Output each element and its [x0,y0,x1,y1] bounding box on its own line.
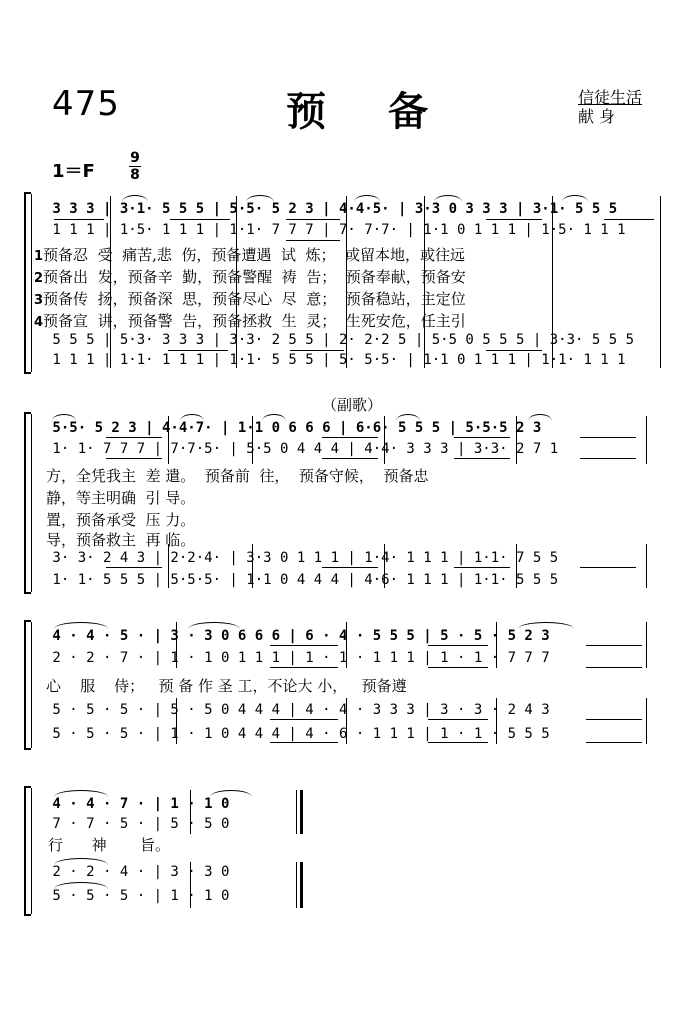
beam [486,350,542,351]
tenor-part: 5 5 5 | 5·3· 3 3 3 | 3·3· 2 5 5 | 2· 2·2 5 | 5·5 0 5 5 5 | 3·3· 5 5 5 [44,332,635,348]
verse-line [46,511,195,530]
barline [660,196,661,368]
beam [168,350,228,351]
barline [646,544,647,588]
tie [562,195,588,202]
verse-text: 置，预备承受 压 力。 [46,511,196,529]
system-brace [24,620,31,750]
beam [604,219,654,220]
beam [170,219,230,220]
tie [52,414,76,421]
tie [180,414,204,421]
beam [286,240,340,241]
source-credit [578,88,642,126]
bass-part: 5 · 5 · 5 · | 1 · 1 0 4 4 4 | 4 · 6 · 1 1 1 | 1 · 1 · 5 5 5 [44,726,550,742]
system-brace [24,192,31,374]
refrain-label: （副歌） [322,396,383,414]
beam [322,437,378,438]
time-signature [128,150,142,183]
verse-text: 行 神 旨。 [48,836,170,854]
bass-part: 1 1 1 | 1·1· 1 1 1 | 1·1· 5 5 5 | 5· 5·5· | 1·1 0 1 1 1 | 1·1· 1 1 1 [44,352,626,368]
verse-number: 4 [34,315,44,330]
verse-number: 1 [34,249,44,264]
beam [106,567,162,568]
key-signature: 1＝F [52,161,95,182]
verse-line [46,489,195,508]
tie [54,882,108,889]
alto-part: 1· 1· 7 7 7 | 7·7·5· | 5·5 0 4 4 4 | 4·4· 3 3 3 | 3·3· 2 7 1 [44,441,559,457]
verse-text: 预备忍 受 痛苦,悲 伤，预备遭遇 试 炼； 或留本地，或往远 [43,246,466,264]
beam [428,645,488,646]
source-theme: 献 身 [578,107,616,126]
verse-line [34,290,466,310]
verse-text: 预备出 发，预备辛 勤，预备警醒 祷 告； 预备奉献，预备安 [43,268,466,286]
beam [322,567,378,568]
tie [54,622,108,629]
tie [528,414,552,421]
verse-text: 预备传 扬，预备深 思，预备尽心 尽 意； 预备稳站，主定位 [43,290,466,308]
beam [270,645,338,646]
verse-line [46,677,407,696]
system-brace [24,412,31,594]
beam [270,742,338,743]
tie [54,790,108,797]
beam [586,645,642,646]
beam [106,437,162,438]
beam [586,667,642,668]
beam [586,742,642,743]
verse-line [46,531,195,550]
beam [428,719,488,720]
beam [270,719,338,720]
verse-text: 预备宣 讲，预备警 告，预备拯救 生 灵； 生死安危，任主引 [43,312,466,330]
time-signature-top: 9 [130,150,140,166]
beam [454,437,510,438]
bass-part: 1· 1· 5 5 5 | 5·5·5· | 1·1 0 4 4 4 | 4·6· 1 1 1 | 1·1· 5 5 5 [44,572,559,588]
soprano-part: 5·5· 5 2 3 | 4·4·7· | 1·1 0 6 6 6 | 6·6· 5 5 5 | 5·5·5 2 3 [44,420,542,436]
tie [434,195,462,202]
verse-number: 2 [34,271,44,286]
alto-part: 7 · 7 · 5 · | 5 · 5 0 [44,816,230,832]
verse-text: 导，预备救主 再 临。 [46,531,196,549]
beam [428,742,488,743]
bass-part: 5 · 5 · 5 · | 1 · 1 0 [44,888,230,904]
alto-part: 1 1 1 | 1·5· 1 1 1 | 1·1· 7 7 7 | 7· 7·7· | 1·1 0 1 1 1 | 1·5· 1 1 1 [44,222,626,238]
beam [106,458,162,459]
tie [518,622,574,629]
tenor-part: 3· 3· 2 4 3 | 2·2·4· | 3·3 0 1 1 1 | 1·4· 1 1 1 | 1·1· 7 5 5 [44,550,559,566]
soprano-part: 4 · 4 · 7 · | 1 · 1 0 [44,796,230,812]
time-signature-bottom: 8 [130,167,140,183]
beam [428,667,488,668]
alto-part: 2 · 2 · 7 · | 1 · 1 0 1 1 1 | 1 · 1 · 1 1 1 | 1 · 1 · 7 7 7 [44,650,550,666]
soprano-part: 3 3 3 | 3·1· 5 5 5 | 5·5· 5 2 3 | 4·4·5· | 3·3 0 3 3 3 | 3·1· 5 5 5 [44,201,618,217]
tie [246,195,274,202]
tie [354,195,380,202]
verse-line [34,268,466,288]
beam [486,219,542,220]
verse-text: 方，全凭我主 差 遣。 预备前 往， 预备守候， 预备忠 [46,467,429,485]
beam [454,567,510,568]
tie [210,790,252,797]
tenor-part: 5 · 5 · 5 · | 5 · 5 0 4 4 4 | 4 · 4 · 3 3 3 | 3 · 3 · 2 4 3 [44,702,550,718]
beam [580,437,636,438]
tenor-part: 2 · 2 · 4 · | 3 · 3 0 [44,864,230,880]
tie [54,858,108,865]
verse-text: 心 服 侍； 预 备 作 圣 工，不论大 小， 预备遵 [46,677,407,695]
beam [454,458,510,459]
barline [646,622,647,668]
system-brace [24,786,31,916]
verse-text: 静，等主明确 引 导。 [46,489,196,507]
hymn-title: 预备 [286,88,490,135]
beam [286,219,340,220]
beam [290,350,344,351]
beam [586,719,642,720]
beam [322,458,378,459]
beam [580,567,636,568]
tie [396,414,420,421]
soprano-part: 4 · 4 · 5 · | 3 · 3 0 6 6 6 | 6 · 4 · 5 5 5 | 5 · 5 · 5 2 3 [44,628,550,644]
hymn-number: 475 [52,84,120,124]
barline [646,698,647,744]
beam [54,219,104,220]
tie [122,195,148,202]
verse-line [48,836,170,855]
final-barline [296,862,303,908]
barline [646,416,647,464]
beam [580,458,636,459]
verse-line [34,312,466,332]
tie [262,414,286,421]
beam [270,667,338,668]
verse-number: 3 [34,293,44,308]
tie [188,622,240,629]
verse-line [46,467,428,486]
final-barline [296,790,303,834]
verse-line [34,246,465,266]
source-book: 信徒生活 [578,88,643,107]
